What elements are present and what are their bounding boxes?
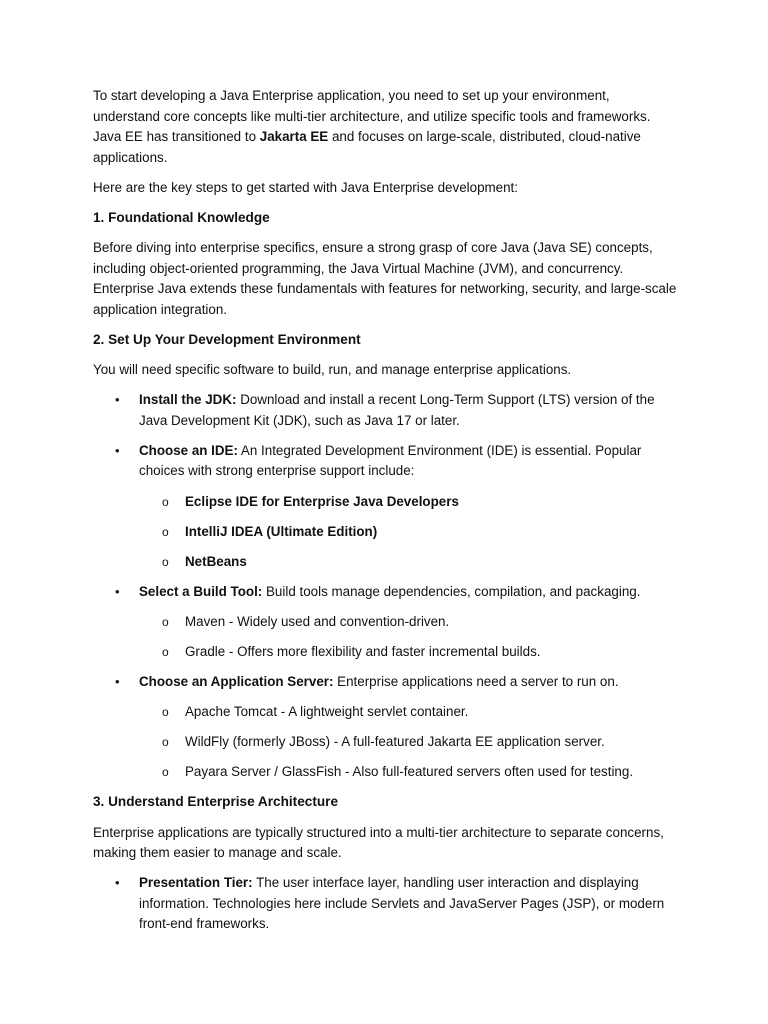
server-text: Enterprise applications need a server to run on. [333, 674, 619, 690]
steps-intro: Here are the key steps to get started with Java Enterprise development: [93, 179, 519, 195]
list-item-build-tool [93, 582, 678, 663]
list-item-intellij [139, 522, 678, 543]
list-item-payara [139, 762, 678, 783]
server-option-tomcat: Apache Tomcat - A lightweight servlet container. [185, 704, 469, 720]
sub-bullet-glyph: o [162, 644, 169, 659]
section-3-body: Enterprise applications are typically structured into a multi-tier architecture to separate concerns, making them easier to manage and scale. [93, 824, 664, 861]
sub-bullet-glyph: o [162, 735, 169, 750]
ide-options-list [139, 492, 678, 573]
list-item-app-server [93, 672, 678, 783]
list-item-wildfly [139, 732, 678, 753]
build-text: Build tools manage dependencies, compilation, and packaging. [262, 583, 641, 599]
build-label: Select a Build Tool: [139, 583, 263, 599]
section-2-heading: 2. Set Up Your Development Environment [93, 331, 361, 347]
sub-bullet-glyph: o [162, 524, 169, 539]
intro-jakarta-ee: Jakarta EE [259, 129, 329, 145]
build-option-maven: Maven - Widely used and convention-driven. [185, 613, 450, 629]
architecture-list [93, 873, 678, 935]
list-item-ide [93, 441, 678, 572]
section-1-body: Before diving into enterprise specifics, ensure a strong grasp of core Java (Java SE) concepts, including object-oriented programming, the Java Virtual Machine (JVM), and concurrency. Enterprise Java extends these fundamentals with features for networking, security, and large-scale application integration. [93, 240, 677, 317]
bullet-glyph: • [115, 442, 120, 458]
jdk-label: Install the JDK: [139, 392, 237, 408]
document-body [93, 86, 678, 945]
server-option-wildfly: WildFly (formerly JBoss) - A full-featured Jakarta EE application server. [185, 734, 605, 750]
sub-bullet-glyph: o [162, 765, 169, 780]
list-item-jdk [93, 390, 678, 431]
sub-bullet-glyph: o [162, 705, 169, 720]
section-2-body: You will need specific software to build, run, and manage enterprise applications. [93, 362, 572, 378]
build-options-list [139, 612, 678, 663]
bullet-glyph: • [115, 583, 120, 599]
section-3-heading: 3. Understand Enterprise Architecture [93, 794, 339, 810]
sub-bullet-glyph: o [162, 494, 169, 509]
ide-option-intellij: IntelliJ IDEA (Ultimate Edition) [185, 523, 378, 539]
server-options-list [139, 702, 678, 783]
section-1-heading: 1. Foundational Knowledge [93, 209, 270, 225]
list-item-eclipse [139, 492, 678, 513]
server-option-payara: Payara Server / GlassFish - Also full-featured servers often used for testing. [185, 764, 634, 780]
setup-list [93, 390, 678, 783]
ide-label: Choose an IDE: [139, 442, 238, 458]
build-option-gradle: Gradle - Offers more flexibility and faster incremental builds. [185, 643, 541, 659]
intro-text-after: and focuses on large-scale, distributed, cloud-native applications. [93, 129, 641, 165]
intro-text-before: To start developing a Java Enterprise application, you need to set up your environment, understand core concepts like multi-tier architecture, and utilize specific tools and frameworks. Java EE has transitioned to [93, 88, 651, 145]
list-item-maven [139, 612, 678, 633]
list-item-gradle [139, 642, 678, 663]
sub-bullet-glyph: o [162, 554, 169, 569]
list-item-tomcat [139, 702, 678, 723]
ide-text: An Integrated Development Environment (IDE) is essential. Popular choices with strong enterprise support include: [139, 442, 642, 479]
presentation-text: The user interface layer, handling user interaction and displaying information. Technologies here include Servlets and JavaServer Pages (JSP), or modern front-end frameworks. [139, 875, 665, 932]
list-item-presentation-tier [93, 873, 678, 935]
ide-option-eclipse: Eclipse IDE for Enterprise Java Developers [185, 493, 459, 509]
ide-option-netbeans: NetBeans [185, 553, 247, 569]
bullet-glyph: • [115, 875, 120, 891]
server-label: Choose an Application Server: [139, 674, 334, 690]
sub-bullet-glyph: o [162, 614, 169, 629]
bullet-glyph: • [115, 392, 120, 408]
bullet-glyph: • [115, 674, 120, 690]
list-item-netbeans [139, 552, 678, 573]
intro-paragraph [93, 86, 678, 168]
presentation-label: Presentation Tier: [139, 875, 253, 891]
jdk-text: Download and install a recent Long-Term Support (LTS) version of the Java Development Kit (JDK), such as Java 17 or later. [139, 392, 655, 428]
